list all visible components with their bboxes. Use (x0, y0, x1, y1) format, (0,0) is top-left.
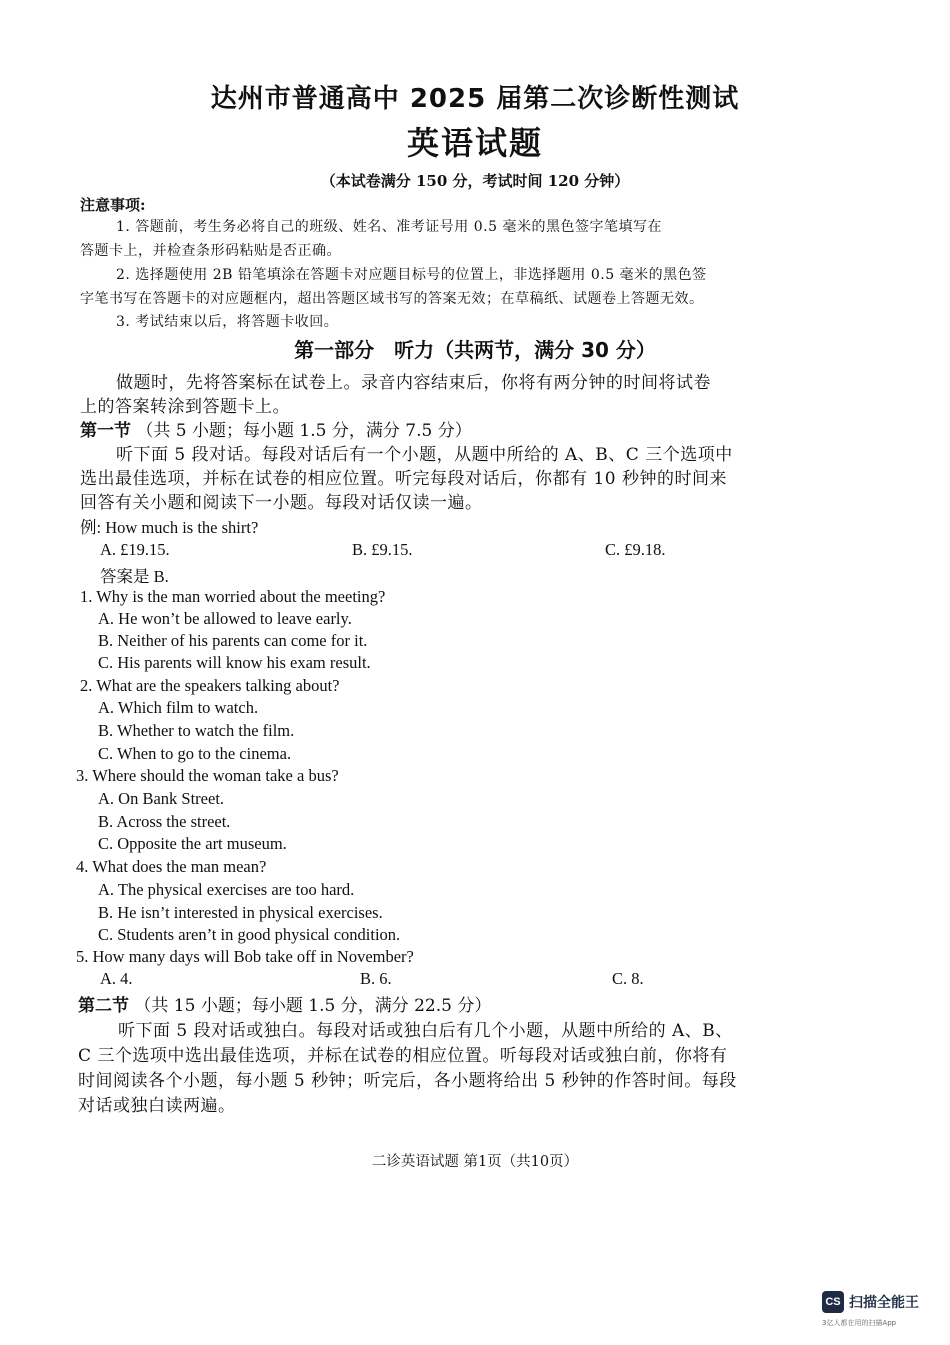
q4-option-a: A. The physical exercises are too hard. (98, 880, 355, 899)
exam-subtitle: （本试卷满分 150 分，考试时间 120 分钟） (320, 172, 630, 190)
section2-instructions: C 三个选项中选出最佳选项，并标在试卷的相应位置。听每段对话或独白前，你将有 (78, 1046, 728, 1066)
section1-instructions: 听下面 5 段对话。每段对话后有一个小题，从题中所给的 A、B、C 三个选项中 (116, 445, 733, 465)
notice-heading: 注意事项: (80, 196, 146, 214)
question-2: 2. What are the speakers talking about? (80, 676, 340, 695)
q3-option-a: A. On Bank Street. (98, 789, 225, 808)
section1-info: （共 5 小题；每小题 1.5 分，满分 7.5 分） (136, 421, 472, 441)
section2-label: 第二节 (78, 996, 129, 1016)
q3-option-b: B. Across the street. (98, 812, 231, 831)
part1-title: 第一部分 听力（共两节，满分 30 分） (294, 338, 656, 362)
subject-title: 英语试题 (406, 124, 543, 162)
notice-line: 字笔书写在答题卡的对应题框内，超出答题区域书写的答案无效；在草稿纸、试题卷上答题无效。 (80, 291, 704, 307)
example-option-a: A. £19.15. (100, 540, 170, 559)
watermark-name: 扫描全能王 (849, 1295, 919, 1311)
q5-option-c: C. 8. (612, 969, 644, 988)
question-1: 1. Why is the man worried about the meeting? (80, 587, 386, 606)
notice-line: 答题卡上，并检查条形码粘贴是否正确。 (80, 243, 341, 259)
q1-option-a: A. He won’t be allowed to leave early. (98, 609, 352, 628)
notice-line: 3. 考试结束以后，将答题卡收回。 (116, 314, 339, 330)
example-question: 例: How much is the shirt? (80, 518, 259, 537)
q5-option-a: A. 4. (100, 969, 133, 988)
notice-line: 1. 答题前，考生务必将自己的班级、姓名、准考证号用 0.5 毫米的黑色签字笔填写在 (116, 219, 662, 235)
part1-intro: 做题时，先将答案标在试卷上。录音内容结束后，你将有两分钟的时间将试卷 (116, 373, 711, 393)
camscanner-logo-icon: CS (822, 1291, 844, 1313)
watermark-tagline: 3亿人都在用的扫描App (822, 1319, 897, 1327)
section2-header (78, 991, 491, 1016)
exam-title: 达州市普通高中 2025 届第二次诊断性测试 (210, 84, 740, 114)
q2-option-a: A. Which film to watch. (98, 698, 259, 717)
q2-option-c: C. When to go to the cinema. (98, 744, 292, 763)
q2-option-b: B. Whether to watch the film. (98, 721, 295, 740)
section2-instructions: 对话或独白读两遍。 (78, 1096, 236, 1116)
q1-option-c: C. His parents will know his exam result. (98, 653, 371, 672)
section2-info: （共 15 小题；每小题 1.5 分，满分 22.5 分） (134, 996, 492, 1016)
scanner-watermark (822, 1291, 919, 1313)
q1-option-b: B. Neither of his parents can come for it. (98, 631, 368, 650)
q3-option-c: C. Opposite the art museum. (98, 834, 287, 853)
section1-instructions: 回答有关小题和阅读下一小题。每段对话仅读一遍。 (80, 493, 483, 513)
question-5: 5. How many days will Bob take off in November? (76, 947, 414, 966)
page-footer: 二诊英语试题 第1页（共10页） (371, 1154, 579, 1170)
question-4: 4. What does the man mean? (76, 857, 267, 876)
q5-option-b: B. 6. (360, 969, 392, 988)
q4-option-c: C. Students aren’t in good physical condition. (98, 925, 401, 944)
example-option-c: C. £9.18. (605, 540, 666, 559)
example-option-b: B. £9.15. (352, 540, 413, 559)
question-3: 3. Where should the woman take a bus? (76, 766, 339, 785)
section2-instructions: 听下面 5 段对话或独白。每段对话或独白后有几个小题，从题中所给的 A、B、 (118, 1021, 733, 1041)
section1-instructions: 选出最佳选项，并标在试卷的相应位置。听完每段对话后，你都有 10 秒钟的时间来 (80, 469, 727, 489)
example-answer: 答案是 B. (100, 567, 169, 586)
section1-header (80, 416, 472, 441)
notice-line: 2. 选择题使用 2B 铅笔填涂在答题卡对应题目标号的位置上，非选择题用 0.5 毫米的黑色签 (116, 267, 707, 283)
q4-option-b: B. He isn’t interested in physical exercises. (98, 903, 383, 922)
part1-intro: 上的答案转涂到答题卡上。 (80, 397, 290, 417)
section2-instructions: 时间阅读各个小题，每小题 5 秒钟；听完后，各小题将给出 5 秒钟的作答时间。每段 (78, 1071, 737, 1091)
section1-label: 第一节 (80, 421, 131, 441)
